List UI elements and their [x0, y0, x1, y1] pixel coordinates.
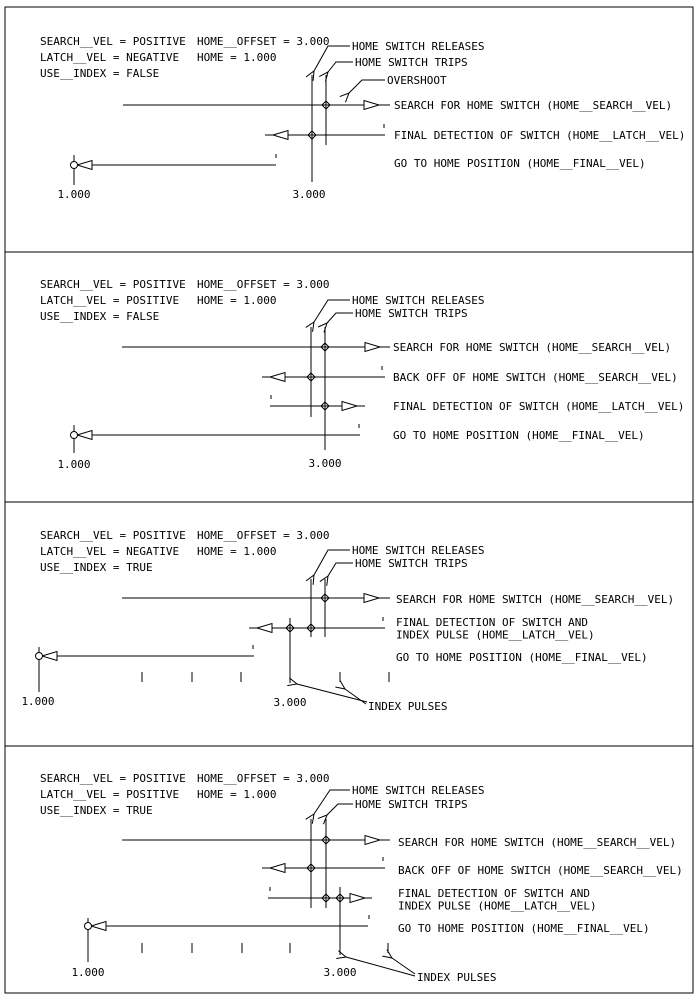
position-label: 1.000	[57, 188, 91, 201]
callout-leader	[314, 300, 350, 322]
arrowhead-left	[273, 131, 288, 140]
row-label: INDEX PULSE (HOME__LATCH__VEL)	[398, 899, 597, 913]
param-text: SEARCH__VEL = POSITIVE	[40, 529, 186, 542]
position-label: 1.000	[57, 458, 91, 471]
position-label: 3.000	[273, 696, 307, 709]
arrowhead-right	[365, 836, 380, 845]
callout-label: HOME SWITCH RELEASES	[352, 40, 485, 53]
param-text: HOME__OFFSET = 3.000	[197, 35, 330, 48]
callout-leader	[349, 80, 385, 93]
arrowhead-right	[342, 402, 357, 411]
param-text: LATCH__VEL = POSITIVE	[40, 294, 180, 307]
callout-label: OVERSHOOT	[387, 74, 447, 87]
arrowhead-right	[350, 894, 365, 903]
arrowhead-right	[364, 594, 379, 603]
param-text: HOME = 1.000	[197, 51, 277, 64]
param-text: HOME = 1.000	[197, 294, 277, 307]
home-position-circle	[36, 653, 43, 660]
callout-leader	[328, 563, 353, 576]
param-text: HOME = 1.000	[197, 788, 277, 801]
callout-leader	[327, 804, 353, 815]
home-position-circle	[71, 432, 78, 439]
param-text: HOME__OFFSET = 3.000	[197, 278, 330, 291]
arrowhead-left	[257, 624, 272, 633]
callout-leader	[328, 62, 353, 72]
param-text: HOME__OFFSET = 3.000	[197, 772, 330, 785]
row-label: BACK OFF OF HOME SWITCH (HOME__SEARCH__VEL)	[393, 371, 678, 384]
index-pulses-leader	[345, 689, 366, 704]
callout-label: HOME SWITCH RELEASES	[352, 294, 485, 307]
home-position-circle	[71, 162, 78, 169]
arrowhead-left	[270, 864, 285, 873]
index-pulses-leader	[297, 684, 367, 702]
callout-label: HOME SWITCH RELEASES	[352, 544, 485, 557]
callout-label: HOME SWITCH TRIPS	[355, 307, 468, 320]
arrowhead-left	[42, 652, 57, 661]
param-text: SEARCH__VEL = POSITIVE	[40, 772, 186, 785]
arrowhead-right	[364, 101, 379, 110]
callout-label: HOME SWITCH TRIPS	[355, 798, 468, 811]
param-text: LATCH__VEL = POSITIVE	[40, 788, 180, 801]
position-label: 3.000	[308, 457, 342, 470]
row-label: FINAL DETECTION OF SWITCH (HOME__LATCH__VEL)	[394, 129, 686, 142]
position-label: 1.000	[21, 695, 55, 708]
row-label: GO TO HOME POSITION (HOME__FINAL__VEL)	[396, 651, 648, 664]
param-text: USE__INDEX = TRUE	[40, 561, 153, 574]
row-label: FINAL DETECTION OF SWITCH (HOME__LATCH__VEL)	[393, 400, 685, 413]
param-text: SEARCH__VEL = POSITIVE	[40, 35, 186, 48]
row-label: INDEX PULSE (HOME__LATCH__VEL)	[396, 628, 595, 642]
arrowhead-left	[77, 431, 92, 440]
row-label: SEARCH FOR HOME SWITCH (HOME__SEARCH__VEL)	[394, 99, 673, 112]
row-label: FINAL DETECTION OF SWITCH AND	[396, 616, 589, 629]
index-pulses-label: INDEX PULSES	[417, 971, 497, 984]
row-label: SEARCH FOR HOME SWITCH (HOME__SEARCH__VEL)	[396, 593, 675, 606]
callout-leader	[327, 313, 353, 323]
row-label: SEARCH FOR HOME SWITCH (HOME__SEARCH__VEL)	[398, 836, 677, 849]
arrowhead-right	[365, 343, 380, 352]
param-text: LATCH__VEL = NEGATIVE	[40, 545, 180, 558]
diagram-markers	[36, 46, 416, 976]
position-label: 3.000	[292, 188, 326, 201]
param-text: HOME = 1.000	[197, 545, 277, 558]
callout-label: HOME SWITCH TRIPS	[355, 557, 468, 570]
row-label: FINAL DETECTION OF SWITCH AND	[398, 887, 591, 900]
index-pulses-label: INDEX PULSES	[368, 700, 448, 713]
param-text: HOME__OFFSET = 3.000	[197, 529, 330, 542]
row-label: GO TO HOME POSITION (HOME__FINAL__VEL)	[398, 922, 650, 935]
callout-label: HOME SWITCH TRIPS	[355, 56, 468, 69]
row-label: BACK OFF OF HOME SWITCH (HOME__SEARCH__VEL)	[398, 864, 683, 877]
arrowhead-left	[77, 161, 92, 170]
diagram-text	[21, 35, 685, 984]
row-label: GO TO HOME POSITION (HOME__FINAL__VEL)	[393, 429, 645, 442]
param-text: LATCH__VEL = NEGATIVE	[40, 51, 180, 64]
param-text: SEARCH__VEL = POSITIVE	[40, 278, 186, 291]
callout-label: HOME SWITCH RELEASES	[352, 784, 485, 797]
position-label: 1.000	[71, 966, 105, 979]
row-label: GO TO HOME POSITION (HOME__FINAL__VEL)	[394, 157, 646, 170]
row-label: SEARCH FOR HOME SWITCH (HOME__SEARCH__VEL)	[393, 341, 672, 354]
param-text: USE__INDEX = FALSE	[40, 67, 160, 80]
index-pulses-leader	[392, 958, 415, 974]
position-label: 3.000	[323, 966, 357, 979]
param-text: USE__INDEX = FALSE	[40, 310, 160, 323]
home-position-circle	[85, 923, 92, 930]
arrowhead-left	[91, 922, 106, 931]
arrowhead-left	[270, 373, 285, 382]
param-text: USE__INDEX = TRUE	[40, 804, 153, 817]
